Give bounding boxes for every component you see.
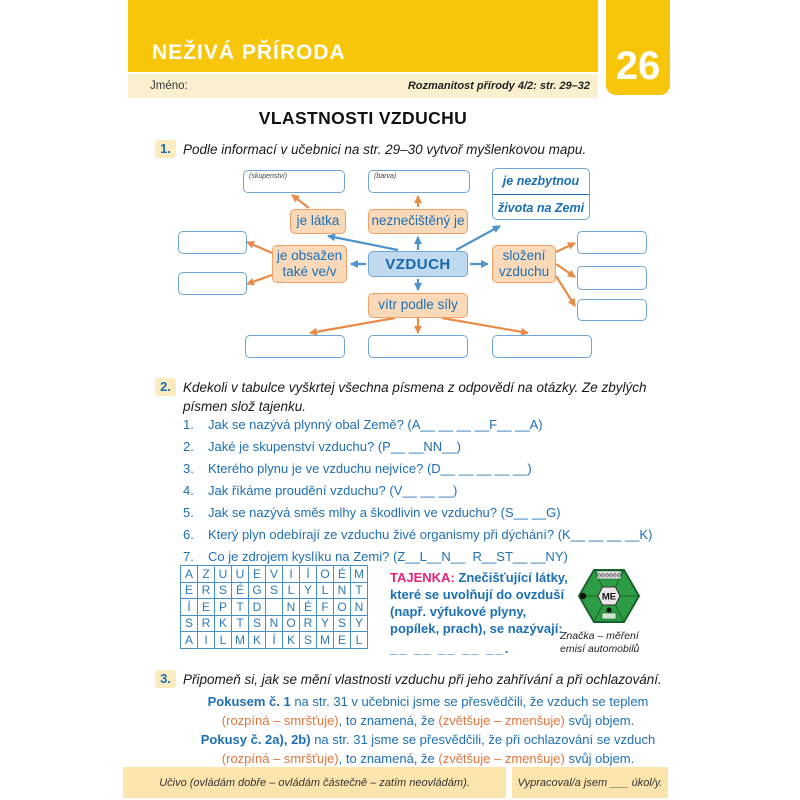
question-text: Co je zdrojem kyslíku na Zemi? (Z__L__N__ R__ST__ __NY) — [208, 549, 568, 564]
fill-in-box-bottom-3[interactable] — [492, 335, 592, 358]
node-vzduch-center — [368, 251, 468, 277]
task3-p2-text3: svůj objem. — [564, 751, 635, 766]
grid-cell[interactable]: Y — [300, 582, 317, 599]
badge-caption — [560, 630, 670, 656]
choice-zvetsuje-zmensuje-1[interactable]: (zvětšuje – zmenšuje) — [438, 713, 565, 728]
grid-cell[interactable]: Z — [198, 566, 215, 583]
question-row — [183, 549, 683, 564]
name-band — [128, 74, 598, 98]
grid-cell[interactable]: O — [317, 566, 334, 583]
letter-grid — [180, 565, 368, 649]
grid-cell[interactable]: S — [300, 632, 317, 649]
grid-cell[interactable]: K — [249, 632, 266, 649]
necessity-line2: života na Zemi — [497, 201, 585, 215]
grid-cell[interactable]: E — [249, 566, 266, 583]
question-number: 2. — [183, 439, 194, 454]
task2-instruction: Kdekoli v tabulce vyškrtej všechna písmena z odpovědí na otázky. Ze zbylých písmen slož tajenku. — [183, 380, 647, 414]
grid-cell[interactable]: L — [283, 582, 300, 599]
grid-cell[interactable]: L — [351, 632, 368, 649]
grid-cell[interactable]: V — [266, 566, 283, 583]
node-je-obsazen-line1: je obsažen — [276, 247, 343, 263]
task1-number-badge: 1. — [155, 140, 176, 158]
grid-cell[interactable]: L — [317, 582, 334, 599]
badge-caption-line1: Značka – měření — [560, 630, 639, 642]
question-row — [183, 527, 683, 542]
page-number-tab — [606, 0, 670, 95]
tajenka-text: Znečišťující látky, které se uvolňují do ovzduší (např. výfukové plyny, popílek, prach), se nazývají: — [390, 570, 568, 636]
node-je-obsazen — [272, 245, 347, 283]
grid-cell[interactable]: Í — [181, 599, 198, 616]
task3-paragraph-2 — [183, 730, 673, 768]
node-je-latka — [290, 209, 346, 234]
grid-cell[interactable]: Y — [351, 615, 368, 632]
question-number: 6. — [183, 527, 194, 542]
tajenka-label: TAJENKA: — [390, 570, 455, 585]
grid-cell[interactable]: G — [249, 582, 266, 599]
footer-self-assessment-box[interactable] — [123, 767, 506, 798]
question-row — [183, 417, 683, 432]
grid-cell[interactable]: R — [300, 615, 317, 632]
grid-cell[interactable]: Í — [266, 632, 283, 649]
grid-cell[interactable]: N — [283, 599, 300, 616]
grid-cell[interactable]: A — [181, 566, 198, 583]
grid-row — [181, 582, 368, 599]
grid-cell[interactable]: O — [283, 615, 300, 632]
grid-cell[interactable]: E — [181, 582, 198, 599]
question-row — [183, 439, 683, 454]
grid-cell[interactable]: T — [232, 599, 249, 616]
footer-completed-tasks-box[interactable] — [512, 767, 668, 798]
header-band — [128, 0, 598, 72]
question-text: Jak se nazývá směs mlhy a škodlivin ve vzduchu? (S__ __G) — [208, 505, 561, 520]
grid-cell[interactable]: Í — [300, 566, 317, 583]
node-slozeni — [492, 245, 556, 283]
name-label: Jméno: — [150, 80, 188, 92]
question-number: 5. — [183, 505, 194, 520]
badge-code: ME — [601, 591, 617, 603]
grid-row — [181, 599, 368, 616]
fill-in-box-skupenstvi[interactable] — [243, 170, 345, 193]
grid-cell[interactable]: U — [215, 566, 232, 583]
question-text: Kterého plynu je ve vzduchu nejvíce? (D__ __ __ __ __) — [208, 461, 532, 476]
question-number: 4. — [183, 483, 194, 498]
grid-cell[interactable]: M — [317, 632, 334, 649]
grid-cell[interactable]: I — [198, 632, 215, 649]
grid-cell[interactable]: A — [181, 632, 198, 649]
badge-caption-line2: emisí automobilů — [560, 643, 640, 655]
experiment1-ref: Pokusem č. 1 — [207, 694, 291, 709]
fill-in-box-bottom-1[interactable] — [245, 335, 345, 358]
grid-cell[interactable]: L — [215, 632, 232, 649]
node-neznecisteny — [368, 209, 468, 234]
grid-cell[interactable]: P — [215, 599, 232, 616]
grid-cell[interactable]: S — [181, 615, 198, 632]
grid-cell[interactable]: K — [283, 632, 300, 649]
node-je-obsazen-line2: také ve/v — [282, 264, 337, 279]
question-row — [183, 483, 683, 498]
barva-label: (barva) — [374, 173, 397, 180]
grid-cell[interactable]: T — [232, 615, 249, 632]
fill-in-box-right-1[interactable] — [577, 231, 647, 254]
grid-cell[interactable]: O — [334, 599, 351, 616]
tajenka-blanks[interactable]: __ __ __ __ __. — [390, 641, 511, 656]
grid-cell[interactable]: R — [198, 615, 215, 632]
grid-cell[interactable]: I — [283, 566, 300, 583]
node-slozeni-line2: vzduchu — [498, 264, 550, 279]
footer-completed-tasks-text: Vypracoval/a jsem ___ úkol/y. — [517, 776, 663, 789]
grid-cell[interactable]: É — [232, 582, 249, 599]
node-vitr — [368, 293, 468, 318]
question-text: Který plyn odebírají ze vzduchu živé organismy při dýchání? (K__ __ __ __K) — [208, 527, 653, 542]
question-number: 3. — [183, 461, 194, 476]
grid-cell[interactable]: D — [249, 599, 266, 616]
task3-p1-text2: , to znamená, že — [338, 713, 439, 728]
badge-odometer: 000000 — [597, 571, 621, 580]
grid-cell[interactable]: S — [215, 582, 232, 599]
grid-cell[interactable]: S — [334, 615, 351, 632]
letter-grid-body — [181, 566, 368, 649]
grid-cell[interactable] — [266, 599, 283, 616]
fill-in-box-right-3[interactable] — [577, 299, 647, 321]
task3-p2-text2: , to znamená, že — [338, 751, 439, 766]
task1-instruction: Podle informací v učebnici na str. 29–30 vytvoř myšlenkovou mapu. — [183, 142, 587, 157]
fill-in-box-necessity[interactable] — [492, 168, 590, 220]
task3-number-badge: 3. — [155, 670, 176, 688]
task3-p1-text3: svůj objem. — [564, 713, 635, 728]
question-row — [183, 461, 683, 476]
tajenka-block — [390, 569, 570, 637]
question-row — [183, 505, 683, 520]
choice-zvetsuje-zmensuje-2[interactable]: (zvětšuje – zmenšuje) — [438, 751, 565, 766]
grid-cell[interactable]: Y — [317, 615, 334, 632]
name-input-area[interactable] — [188, 74, 408, 98]
task3-p2-text1: na str. 31 jsme se přesvědčili, že při ochlazování se vzduch — [310, 732, 656, 747]
emission-badge-icon — [577, 566, 641, 626]
node-vzduch-label: VZDUCH — [385, 255, 451, 273]
task3-p1-text1: na str. 31 v učebnici jsme se přesvědčili, že vzduch se teplem — [290, 694, 649, 709]
fill-in-box-bottom-2[interactable] — [368, 335, 468, 358]
experiment2-ref: Pokusy č. 2a), 2b) — [200, 732, 311, 747]
grid-row — [181, 632, 368, 649]
question-list — [183, 417, 683, 571]
choice-rozpina-smrstuje-2[interactable]: (rozpíná – smršťuje) — [221, 751, 339, 766]
grid-cell[interactable]: T — [351, 582, 368, 599]
question-number: 7. — [183, 549, 194, 564]
fill-in-box-left-1[interactable] — [178, 231, 247, 254]
skupenstvi-label: (skupenství) — [249, 173, 288, 180]
task2-number-badge: 2. — [155, 378, 176, 396]
question-text: Jaké je skupenství vzduchu? (P__ __NN__) — [208, 439, 461, 454]
node-slozeni-line1: složení — [502, 247, 546, 263]
grid-cell[interactable]: E — [198, 599, 215, 616]
grid-cell[interactable]: S — [266, 582, 283, 599]
fill-in-box-left-2[interactable] — [178, 272, 247, 295]
question-number: 1. — [183, 417, 194, 432]
grid-cell[interactable]: F — [317, 599, 334, 616]
grid-cell[interactable]: N — [266, 615, 283, 632]
grid-cell[interactable]: K — [215, 615, 232, 632]
grid-cell[interactable]: É — [300, 599, 317, 616]
node-je-latka-label: je látka — [296, 213, 340, 229]
grid-cell[interactable]: S — [249, 615, 266, 632]
fill-in-box-barva[interactable] — [368, 170, 470, 193]
page-title: VLASTNOSTI VZDUCHU — [258, 108, 468, 128]
question-text: Jak se nazývá plynný obal Země? (A__ __ __ __F__ __A) — [208, 417, 543, 432]
task3-instruction: Připomeň si, jak se mění vlastnosti vzduchu při jeho zahřívání a při ochlazování. — [183, 672, 662, 687]
grid-cell[interactable]: M — [351, 566, 368, 583]
grid-cell[interactable]: É — [334, 566, 351, 583]
grid-cell[interactable]: R — [198, 582, 215, 599]
reference-text: Rozmanitost přírody 4/2: str. 29–32 — [407, 80, 590, 92]
fill-in-box-right-2[interactable] — [577, 266, 647, 290]
grid-cell[interactable]: M — [232, 632, 249, 649]
footer-self-assessment-text: Učivo (ovládám dobře – ovládám částečně – zatím neovládám). — [159, 776, 470, 789]
task3-paragraph-1 — [183, 692, 673, 730]
grid-cell[interactable]: U — [232, 566, 249, 583]
grid-cell[interactable]: N — [351, 599, 368, 616]
node-vitr-label: vítr podle síly — [378, 297, 458, 313]
choice-rozpina-smrstuje-1[interactable]: (rozpíná – smršťuje) — [221, 713, 339, 728]
grid-row — [181, 566, 368, 583]
grid-cell[interactable]: E — [334, 632, 351, 649]
chapter-title: NEŽIVÁ PŘÍRODA — [152, 41, 346, 64]
page-number: 26 — [615, 44, 661, 88]
node-neznecisteny-label: neznečištěný je — [371, 213, 465, 229]
grid-row — [181, 615, 368, 632]
question-text: Jak říkáme proudění vzduchu? (V__ __ __) — [208, 483, 458, 498]
grid-cell[interactable]: N — [334, 582, 351, 599]
necessity-line1: je nezbytnou — [493, 169, 589, 195]
